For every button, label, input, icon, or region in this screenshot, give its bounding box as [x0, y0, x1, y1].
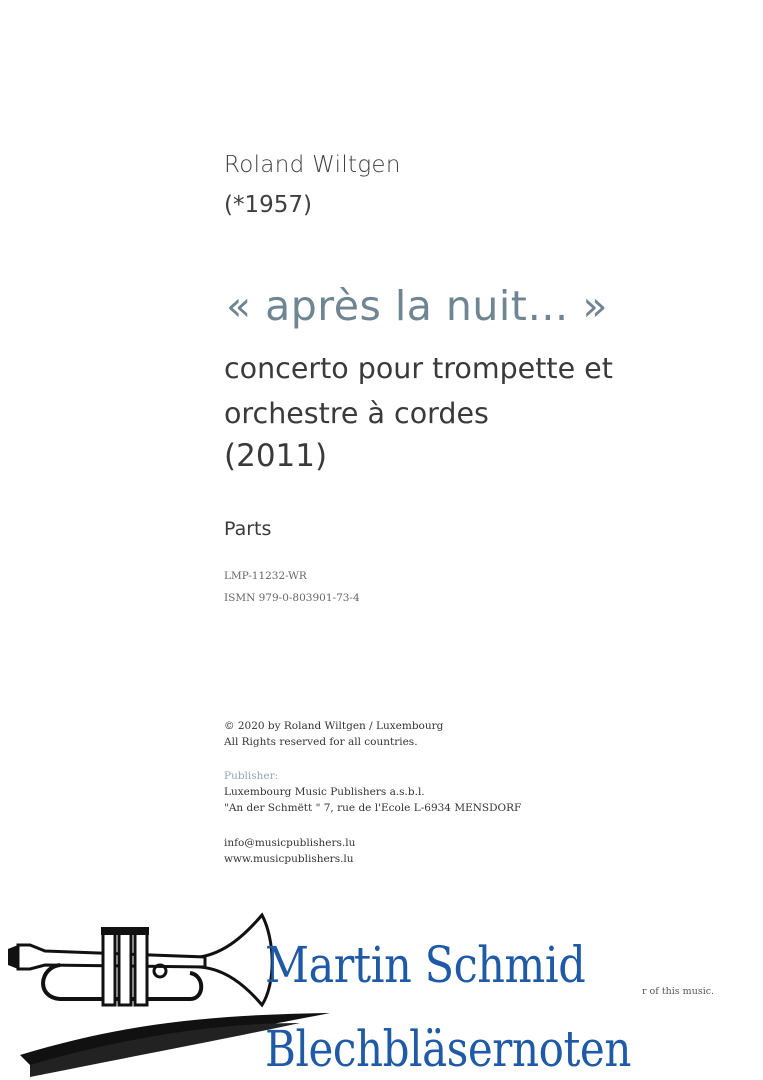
catalog-block: [224, 565, 360, 609]
mouthpiece: [8, 945, 18, 969]
catalog-number: LMP-11232-WR: [224, 570, 307, 582]
valve-cap-3: [133, 927, 149, 935]
valve-cap-2: [117, 927, 133, 935]
copyright-line-2: All Rights reserved for all countries.: [224, 736, 418, 748]
composer-name: Roland Wiltgen: [224, 152, 401, 178]
publisher-address: "An der Schmëtt " 7, rue de l'Ecole L-6934 MENSDORF: [224, 802, 522, 814]
copyright-block: [224, 718, 443, 750]
work-subtitle: [224, 346, 694, 436]
valve-3: [135, 933, 147, 1005]
composer-years: (*1957): [224, 192, 312, 218]
valve-cap-1: [101, 927, 117, 935]
brand-name: Martin Schmid: [265, 936, 586, 994]
trumpet-bell: [200, 915, 272, 1005]
brand-tagline: Blechbläsernoten: [265, 1020, 631, 1078]
obscured-text-tail: r of this music.: [642, 986, 715, 997]
edition-type: Parts: [224, 518, 272, 540]
publisher-name: Luxembourg Music Publishers a.s.b.l.: [224, 786, 425, 798]
subtitle-line-1: concerto pour trompette et: [224, 352, 613, 385]
subtitle-line-2: orchestre à cordes: [224, 397, 489, 430]
copyright-line-1: © 2020 by Roland Wiltgen / Luxembourg: [224, 720, 444, 732]
contact-block: [224, 835, 355, 867]
contact-website[interactable]: www.musicpublishers.lu: [224, 853, 354, 865]
ismn: ISMN 979-0-803901-73-4: [224, 592, 360, 604]
contact-email[interactable]: info@musicpublishers.lu: [224, 837, 356, 849]
valve-1: [103, 933, 115, 1005]
publisher-block: [224, 768, 521, 816]
publisher-label: Publisher:: [224, 770, 279, 782]
work-title: « après la nuit… »: [226, 282, 608, 330]
valve-2: [119, 933, 131, 1005]
work-year: (2011): [224, 438, 328, 474]
